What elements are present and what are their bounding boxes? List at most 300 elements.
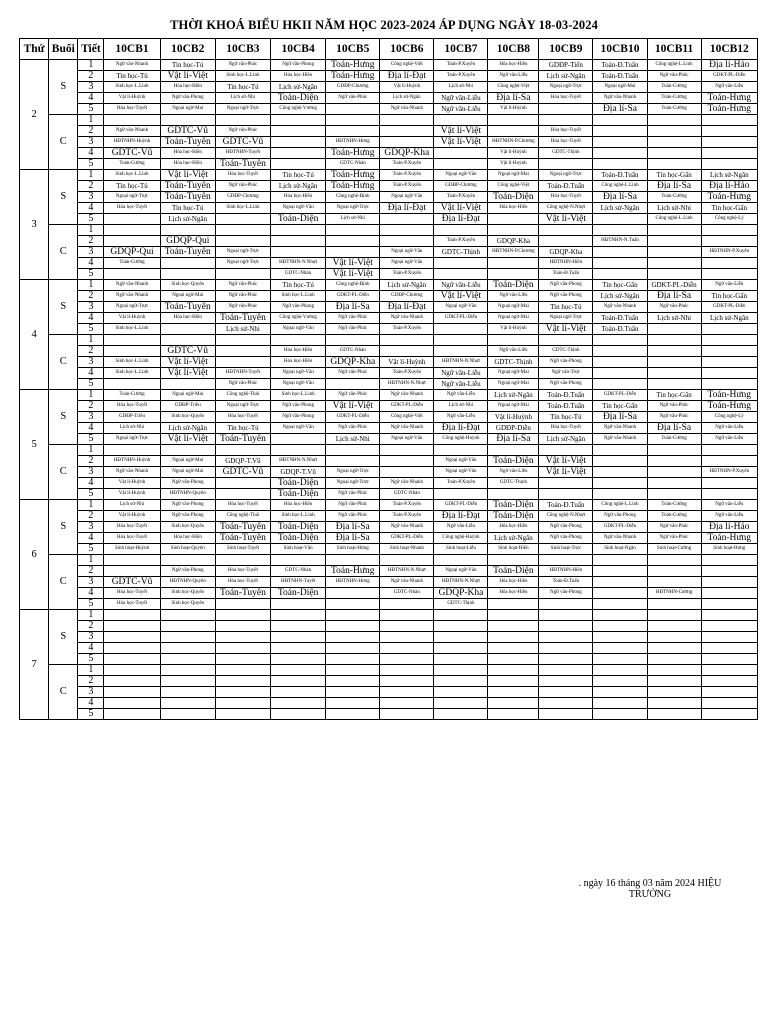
lesson-cell: Hóa học-Tuyết — [104, 522, 160, 533]
lesson-cell — [434, 159, 488, 170]
lesson-cell: Ngữ văn-Nhanh — [593, 434, 647, 445]
lesson-cell: Lịch sử-Ngân — [271, 181, 326, 192]
lesson-cell — [593, 258, 647, 269]
lesson-cell — [701, 489, 757, 500]
lesson-cell: Hóa học-Tuyết — [104, 401, 160, 412]
period-number: 1 — [78, 610, 104, 621]
period-row — [20, 368, 758, 379]
period-row — [20, 82, 758, 93]
lesson-cell: Địa lí-Đạt — [434, 423, 488, 434]
lesson-cell: Ngoại ngữ-Trực — [539, 170, 593, 181]
lesson-cell: Công nghệ-Huỳnh — [434, 533, 488, 544]
lesson-cell — [160, 654, 215, 665]
lesson-cell — [104, 555, 160, 566]
lesson-cell: Toán-Diện — [271, 478, 326, 489]
lesson-cell — [701, 357, 757, 368]
period-row — [20, 500, 758, 511]
lesson-cell: Toán-Cường — [104, 258, 160, 269]
lesson-cell — [593, 588, 647, 599]
lesson-cell — [380, 137, 434, 148]
lesson-cell — [271, 137, 326, 148]
period-row — [20, 412, 758, 423]
lesson-cell: Vật lí-Việt — [434, 126, 488, 137]
period-row — [20, 599, 758, 610]
lesson-cell: Lịch sử-Ngân — [160, 423, 215, 434]
lesson-cell: GDTC-Nhàn — [326, 346, 380, 357]
lesson-cell — [215, 214, 270, 225]
period-number: 1 — [78, 170, 104, 181]
period-number: 4 — [78, 698, 104, 709]
lesson-cell — [539, 610, 593, 621]
lesson-cell — [701, 148, 757, 159]
lesson-cell — [593, 665, 647, 676]
lesson-cell — [326, 379, 380, 390]
lesson-cell — [539, 159, 593, 170]
lesson-cell — [434, 115, 488, 126]
lesson-cell: Ngữ văn-Phong — [160, 478, 215, 489]
lesson-cell: HĐTNHN-Hưng — [326, 137, 380, 148]
lesson-cell: Toán-Tuyên — [160, 247, 215, 258]
lesson-cell: Ngữ văn-Liễu — [434, 368, 488, 379]
lesson-cell: Ngoại ngữ-Mai — [488, 368, 539, 379]
lesson-cell — [271, 599, 326, 610]
lesson-cell: Ngữ văn-Phúc — [215, 280, 270, 291]
period-number: 4 — [78, 93, 104, 104]
lesson-cell — [647, 665, 701, 676]
lesson-cell: Vật lí-Huỳnh — [104, 93, 160, 104]
lesson-cell — [215, 643, 270, 654]
lesson-cell: Ngoại ngữ-Trực — [104, 302, 160, 313]
lesson-cell: Ngữ văn-Phúc — [215, 291, 270, 302]
lesson-cell — [104, 115, 160, 126]
lesson-cell — [104, 214, 160, 225]
lesson-cell: Sinh hoạt-Quyên — [160, 544, 215, 555]
lesson-cell: Ngoại ngữ-Văn — [434, 302, 488, 313]
session-label: S — [49, 280, 78, 335]
lesson-cell: Ngữ văn-Phúc — [647, 302, 701, 313]
lesson-cell — [104, 335, 160, 346]
lesson-cell — [701, 555, 757, 566]
period-row — [20, 434, 758, 445]
lesson-cell: Toán-Cường — [647, 434, 701, 445]
lesson-cell — [593, 335, 647, 346]
lesson-cell — [380, 214, 434, 225]
lesson-cell: Ngữ văn-Phúc — [326, 489, 380, 500]
lesson-cell: GDTC-Vũ — [160, 346, 215, 357]
lesson-cell: Toán-Đ.Tuấn — [539, 390, 593, 401]
lesson-cell — [539, 236, 593, 247]
lesson-cell: HĐTNHN-Hiền — [539, 258, 593, 269]
lesson-cell: Lịch sử-Ngân — [160, 214, 215, 225]
lesson-cell: Ngữ văn-Phúc — [326, 423, 380, 434]
lesson-cell: Ngữ văn-Liễu — [488, 71, 539, 82]
lesson-cell: Hóa học-Tuyết — [104, 104, 160, 115]
lesson-cell: GDTC-Thịnh — [488, 357, 539, 368]
lesson-cell — [104, 709, 160, 720]
lesson-cell: Ngoại ngữ-Mai — [488, 401, 539, 412]
session-label: S — [49, 60, 78, 115]
lesson-cell: Ngữ văn-Phong — [539, 588, 593, 599]
header-class: 10CB8 — [488, 39, 539, 60]
lesson-cell: Vật lí-Việt — [539, 456, 593, 467]
lesson-cell: Toán-Cường — [647, 192, 701, 203]
lesson-cell: Toán-P.Xuyên — [380, 368, 434, 379]
period-number: 4 — [78, 313, 104, 324]
period-number: 3 — [78, 137, 104, 148]
lesson-cell — [647, 621, 701, 632]
lesson-cell — [701, 379, 757, 390]
lesson-cell: GDĐP-Diễn — [488, 423, 539, 434]
lesson-cell — [434, 610, 488, 621]
lesson-cell: GDQP-Qui — [160, 236, 215, 247]
lesson-cell: Hóa học-Tuyết — [215, 577, 270, 588]
period-row — [20, 445, 758, 456]
period-row — [20, 247, 758, 258]
period-number: 4 — [78, 423, 104, 434]
lesson-cell: Sinh hoạt-Huỳnh — [104, 544, 160, 555]
period-row — [20, 698, 758, 709]
lesson-cell — [434, 335, 488, 346]
lesson-cell — [647, 687, 701, 698]
period-row — [20, 181, 758, 192]
lesson-cell: Hóa học-Hiền — [271, 500, 326, 511]
lesson-cell: Công nghệ-L.Linh — [647, 214, 701, 225]
lesson-cell: Địa lí-Sa — [593, 412, 647, 423]
lesson-cell: Toán-Hưng — [701, 93, 757, 104]
period-number: 1 — [78, 280, 104, 291]
lesson-cell: Ngữ văn-Phong — [539, 533, 593, 544]
lesson-cell: Lịch sử-Nhi — [104, 500, 160, 511]
lesson-cell: Toán-Hưng — [701, 192, 757, 203]
period-number: 2 — [78, 401, 104, 412]
lesson-cell: HĐTNHN-Tuyết — [271, 577, 326, 588]
lesson-cell: Ngữ văn-Phúc — [326, 93, 380, 104]
lesson-cell: GDKT-PL-Diễn — [380, 401, 434, 412]
header-class: 10CB6 — [380, 39, 434, 60]
lesson-cell: Ngoại ngữ-Mai — [488, 379, 539, 390]
lesson-cell: Toán-Tuyên — [215, 159, 270, 170]
lesson-cell: Sinh học-L.Linh — [104, 357, 160, 368]
lesson-cell: GDTC-Thịnh — [539, 346, 593, 357]
session-label: S — [49, 500, 78, 555]
period-row — [20, 643, 758, 654]
lesson-cell — [647, 445, 701, 456]
lesson-cell: Sinh học-Quyên — [160, 280, 215, 291]
lesson-cell: Lịch sử-Ngân — [488, 533, 539, 544]
lesson-cell — [701, 269, 757, 280]
lesson-cell: Ngữ văn-Nhanh — [104, 291, 160, 302]
lesson-cell — [380, 555, 434, 566]
period-number: 3 — [78, 632, 104, 643]
lesson-cell: Sinh hoạt-Hưng — [701, 544, 757, 555]
lesson-cell — [647, 632, 701, 643]
lesson-cell — [647, 137, 701, 148]
lesson-cell — [160, 445, 215, 456]
period-row — [20, 632, 758, 643]
lesson-cell: GDKT-PL-Diễn — [701, 71, 757, 82]
period-row — [20, 269, 758, 280]
lesson-cell — [434, 621, 488, 632]
lesson-cell — [271, 445, 326, 456]
lesson-cell: Ngữ văn-Phong — [271, 412, 326, 423]
lesson-cell — [434, 632, 488, 643]
lesson-cell: HĐTNHN-Tuyết — [215, 368, 270, 379]
lesson-cell: Ngữ văn-Nhanh — [380, 423, 434, 434]
period-number: 2 — [78, 181, 104, 192]
lesson-cell — [647, 467, 701, 478]
period-row — [20, 401, 758, 412]
header-class: 10CB5 — [326, 39, 380, 60]
lesson-cell: Toán-P.Xuyên — [434, 236, 488, 247]
period-number: 5 — [78, 269, 104, 280]
lesson-cell: Lịch sử-Ngân — [539, 71, 593, 82]
lesson-cell: Ngữ văn-Nhanh — [380, 577, 434, 588]
lesson-cell — [701, 665, 757, 676]
period-row — [20, 379, 758, 390]
period-number: 5 — [78, 159, 104, 170]
period-row — [20, 456, 758, 467]
period-row — [20, 555, 758, 566]
lesson-cell — [539, 335, 593, 346]
lesson-cell: Hóa học-Tuyết — [539, 423, 593, 434]
header-class: 10CB1 — [104, 39, 160, 60]
period-row — [20, 104, 758, 115]
lesson-cell — [104, 698, 160, 709]
lesson-cell — [271, 148, 326, 159]
lesson-cell — [647, 225, 701, 236]
lesson-cell: HĐTNHN-Tuyết — [215, 148, 270, 159]
header-class: 10CB2 — [160, 39, 215, 60]
session-label: S — [49, 610, 78, 665]
lesson-cell: Ngữ văn-Liễu — [701, 82, 757, 93]
lesson-cell: Hóa học-Hiền — [488, 522, 539, 533]
lesson-cell: Toán-Hưng — [326, 148, 380, 159]
lesson-cell: Lịch sử-Nhi — [215, 93, 270, 104]
lesson-cell: Ngoại ngữ-Mai — [160, 390, 215, 401]
lesson-cell: Ngoại ngữ-Mai — [488, 170, 539, 181]
lesson-cell: Lịch sử-Ngân — [701, 313, 757, 324]
lesson-cell: Hóa học-Tuyết — [539, 192, 593, 203]
lesson-cell: Ngữ văn-Nhanh — [593, 302, 647, 313]
lesson-cell — [271, 698, 326, 709]
lesson-cell — [539, 654, 593, 665]
lesson-cell — [326, 247, 380, 258]
lesson-cell: Ngữ văn-Liễu — [488, 291, 539, 302]
lesson-cell: Tin học-Gấn — [701, 203, 757, 214]
lesson-cell: Toán-P.Xuyên — [434, 192, 488, 203]
lesson-cell — [539, 687, 593, 698]
period-number: 3 — [78, 357, 104, 368]
lesson-cell — [271, 665, 326, 676]
lesson-cell — [647, 555, 701, 566]
lesson-cell: Hóa học-Hiền — [160, 313, 215, 324]
lesson-cell: Lịch sử-Ngân — [380, 93, 434, 104]
lesson-cell: Địa lí-Hảo — [701, 181, 757, 192]
lesson-cell — [593, 445, 647, 456]
period-row — [20, 93, 758, 104]
lesson-cell — [380, 599, 434, 610]
lesson-cell — [326, 610, 380, 621]
lesson-cell: GDTC-Nhàn — [326, 159, 380, 170]
lesson-cell — [539, 621, 593, 632]
lesson-cell: Tin học-Tú — [104, 181, 160, 192]
lesson-cell: Toán-Cường — [647, 511, 701, 522]
period-row — [20, 335, 758, 346]
lesson-cell — [593, 346, 647, 357]
lesson-cell: GDKT-PL-Diễn — [326, 291, 380, 302]
lesson-cell — [701, 225, 757, 236]
lesson-cell: Toán-Diện — [271, 533, 326, 544]
lesson-cell: Ngoại ngữ-Mai — [160, 104, 215, 115]
lesson-cell: Ngữ văn-Liễu — [434, 93, 488, 104]
lesson-cell — [593, 115, 647, 126]
lesson-cell: HĐTNHN-N.Nhựt — [434, 357, 488, 368]
lesson-cell — [160, 676, 215, 687]
lesson-cell: Ngữ văn-Nhanh — [380, 313, 434, 324]
lesson-cell: HĐTNHN-N.Nhựt — [434, 577, 488, 588]
period-number: 3 — [78, 82, 104, 93]
lesson-cell — [215, 346, 270, 357]
lesson-cell: Tin học-Tú — [160, 203, 215, 214]
period-number: 1 — [78, 500, 104, 511]
lesson-cell: Toán-Diện — [271, 214, 326, 225]
lesson-cell — [434, 324, 488, 335]
lesson-cell: GDQP-Kha — [539, 247, 593, 258]
lesson-cell: Sinh học-Quyên — [160, 599, 215, 610]
period-row — [20, 192, 758, 203]
lesson-cell — [488, 445, 539, 456]
period-number: 5 — [78, 214, 104, 225]
lesson-cell — [160, 610, 215, 621]
period-row — [20, 522, 758, 533]
lesson-cell — [647, 566, 701, 577]
lesson-cell: Toán-Tuyên — [160, 302, 215, 313]
lesson-cell — [326, 104, 380, 115]
header-thu: Thứ — [20, 39, 49, 60]
lesson-cell: Địa lí-Sa — [326, 522, 380, 533]
lesson-cell — [215, 357, 270, 368]
lesson-cell: Toán-P.Xuyên — [380, 170, 434, 181]
period-row — [20, 126, 758, 137]
lesson-cell: GDTC-Thịnh — [488, 478, 539, 489]
lesson-cell — [215, 236, 270, 247]
lesson-cell — [434, 489, 488, 500]
lesson-cell: Địa lí-Đạt — [434, 511, 488, 522]
lesson-cell: GDQP-Kha — [434, 588, 488, 599]
lesson-cell: Sinh học-L.Linh — [215, 71, 270, 82]
lesson-cell: Tin học-Tú — [215, 82, 270, 93]
lesson-cell: Lịch sử-Nhi — [647, 313, 701, 324]
lesson-cell: Địa lí-Hảo — [701, 60, 757, 71]
lesson-cell: Ngữ văn-Phúc — [326, 500, 380, 511]
lesson-cell: Ngữ văn-Phúc — [647, 71, 701, 82]
lesson-cell — [104, 654, 160, 665]
lesson-cell — [160, 225, 215, 236]
lesson-cell: Lịch sử-Nhi — [434, 401, 488, 412]
lesson-cell — [593, 379, 647, 390]
lesson-cell — [434, 709, 488, 720]
lesson-cell — [593, 632, 647, 643]
lesson-cell: Vật lí-Việt — [326, 269, 380, 280]
lesson-cell — [160, 258, 215, 269]
lesson-cell — [647, 489, 701, 500]
lesson-cell — [380, 126, 434, 137]
period-row — [20, 225, 758, 236]
lesson-cell — [593, 687, 647, 698]
lesson-cell: Tin học-Tú — [271, 170, 326, 181]
lesson-cell: Toán-Cường — [647, 500, 701, 511]
lesson-cell — [488, 687, 539, 698]
lesson-cell: Toán-Diện — [488, 511, 539, 522]
period-number: 5 — [78, 544, 104, 555]
lesson-cell: Hóa học-Tuyết — [104, 599, 160, 610]
period-row — [20, 357, 758, 368]
lesson-cell: Ngoại ngữ-Trực — [539, 82, 593, 93]
lesson-cell — [647, 148, 701, 159]
lesson-cell: GDTC-Vũ — [104, 148, 160, 159]
lesson-cell — [380, 632, 434, 643]
lesson-cell — [488, 269, 539, 280]
lesson-cell — [326, 115, 380, 126]
lesson-cell: Hóa học-Tuyết — [215, 170, 270, 181]
header-class: 10CB4 — [271, 39, 326, 60]
lesson-cell — [647, 357, 701, 368]
lesson-cell: Toán-Tuyên — [160, 192, 215, 203]
lesson-cell: GDTC-Thịnh — [434, 247, 488, 258]
lesson-cell: Toán-Diện — [488, 456, 539, 467]
lesson-cell: Ngoại ngữ-Văn — [271, 368, 326, 379]
lesson-cell: Địa lí-Sa — [647, 423, 701, 434]
period-number: 5 — [78, 104, 104, 115]
lesson-cell — [271, 159, 326, 170]
lesson-cell: Hóa học-Hiền — [160, 148, 215, 159]
lesson-cell: Ngữ văn-Phúc — [215, 126, 270, 137]
lesson-cell: Toán-Đ.Tuấn — [539, 577, 593, 588]
period-number: 1 — [78, 665, 104, 676]
lesson-cell: Ngữ văn-Nhanh — [104, 60, 160, 71]
lesson-cell: GDĐP-Chương — [215, 192, 270, 203]
lesson-cell: Toán-P.Xuyên — [380, 181, 434, 192]
lesson-cell — [215, 698, 270, 709]
lesson-cell — [488, 599, 539, 610]
lesson-cell — [488, 676, 539, 687]
lesson-cell: HĐTNHN-P.Chương — [488, 137, 539, 148]
period-number: 5 — [78, 709, 104, 720]
lesson-cell: Lịch sử-Ngân — [488, 390, 539, 401]
lesson-cell: Ngữ văn-Phúc — [326, 390, 380, 401]
lesson-cell: Toán-Diện — [488, 500, 539, 511]
lesson-cell — [271, 643, 326, 654]
lesson-cell: Ngoại ngữ-Văn — [271, 203, 326, 214]
lesson-cell — [701, 698, 757, 709]
lesson-cell — [160, 555, 215, 566]
header-row — [20, 39, 758, 60]
lesson-cell — [701, 445, 757, 456]
lesson-cell — [326, 555, 380, 566]
lesson-cell: Toán-Đ.Tuấn — [539, 181, 593, 192]
lesson-cell — [701, 335, 757, 346]
lesson-cell — [488, 555, 539, 566]
lesson-cell — [434, 643, 488, 654]
lesson-cell — [104, 621, 160, 632]
lesson-cell: Ngữ văn-Liễu — [434, 522, 488, 533]
lesson-cell: Công nghệ-N.Nhựt — [539, 511, 593, 522]
lesson-cell — [647, 335, 701, 346]
lesson-cell: Ngữ văn-Nhanh — [104, 280, 160, 291]
lesson-cell: GDKT-PL-Diễn — [593, 522, 647, 533]
lesson-cell — [701, 588, 757, 599]
lesson-cell — [701, 643, 757, 654]
